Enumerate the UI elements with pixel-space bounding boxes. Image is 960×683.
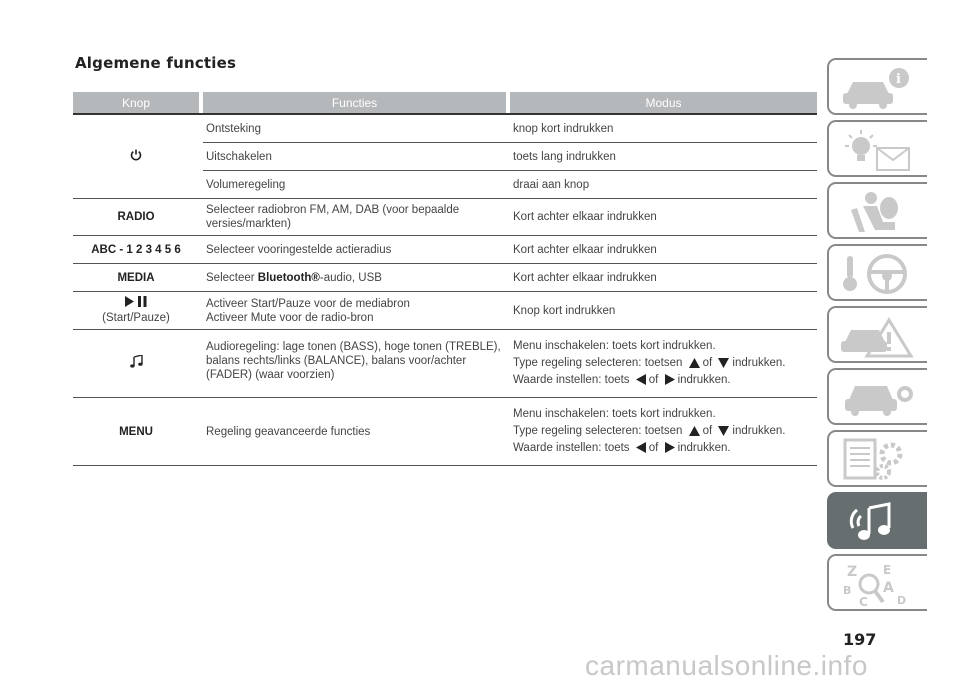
tab-getting-to-know-car[interactable]	[827, 58, 927, 115]
arrow-up-icon	[689, 358, 700, 368]
car-info-icon	[839, 64, 919, 112]
table-row: (Start/Pauze) Activeer Start/Pauze voor de mediabron Activeer Mute voor de radio-bron Knop kort indrukken	[73, 292, 817, 330]
svg-text:E: E	[883, 563, 892, 577]
svg-text:i: i	[896, 72, 901, 87]
tab-warning-lights[interactable]	[827, 120, 927, 177]
emergency-icon	[839, 312, 919, 360]
seat-airbag-icon	[839, 188, 919, 236]
page-number: 197	[843, 630, 877, 649]
car-maintenance-icon	[839, 374, 919, 422]
table-row: RADIO Selecteer radiobron FM, AM, DAB (voor bepaalde versies/markten) Kort achter elkaar indrukken	[73, 199, 817, 236]
chapter-sidebar	[827, 58, 929, 616]
tab-multimedia[interactable]	[827, 492, 927, 549]
svg-text:C: C	[859, 595, 868, 608]
table-row: Volumeregeling draai aan knop	[73, 171, 817, 199]
arrow-right-icon	[665, 374, 675, 385]
table-row: MEDIA Selecteer Bluetooth®-audio, USB Kort achter elkaar indrukken	[73, 264, 817, 292]
svg-text:Z: Z	[847, 564, 858, 580]
warning-light-icon	[839, 126, 919, 174]
arrow-down-icon	[718, 426, 729, 436]
page-title: Algemene functies	[75, 54, 237, 72]
table-row: MENU Regeling geavanceerde functies Menu inschakelen: toets kort indrukken. Type regeling selecteren: toetsen of indrukken. Waarde instellen: toets of indrukken.	[73, 398, 817, 466]
tab-starting-driving[interactable]	[827, 244, 927, 301]
watermark: carmanualsonline.info	[585, 650, 868, 681]
header-knop: Knop	[73, 92, 199, 114]
svg-text:A: A	[883, 580, 894, 596]
svg-text:B: B	[843, 584, 852, 597]
table-row: Audioregeling: lage tonen (BASS), hoge tonen (TREBLE), balans rechts/links (BALANCE), balans voor/achter (FADER) (waar voorzien) Menu inschakelen: toets kort indrukken. Type regeling selecteren: toetsen of indrukken. Waarde instellen: toets of indrukken.	[73, 330, 817, 398]
multimedia-icon	[839, 498, 919, 546]
header-modus: Modus	[510, 92, 817, 114]
technical-data-icon	[839, 436, 919, 484]
functions-table	[73, 92, 817, 466]
tab-technical-data[interactable]	[827, 430, 927, 487]
table-row: ABC - 1 2 3 4 5 6 Selecteer vooringestelde actieradius Kort achter elkaar indrukken	[73, 236, 817, 264]
svg-text:D: D	[897, 594, 907, 607]
header-functies: Functies	[203, 92, 506, 114]
arrow-up-icon	[689, 426, 700, 436]
arrow-left-icon	[636, 374, 646, 385]
arrow-left-icon	[636, 442, 646, 453]
tab-index[interactable]	[827, 554, 927, 611]
tab-maintenance[interactable]	[827, 368, 927, 425]
music-note-icon	[130, 355, 143, 368]
arrow-down-icon	[718, 358, 729, 368]
alphabetical-index-icon	[839, 560, 919, 608]
table-row: Ontsteking knop kort indrukken	[73, 114, 817, 143]
power-button-cell	[73, 114, 199, 199]
table-row: Uitschakelen toets lang indrukken	[73, 143, 817, 171]
tab-safety[interactable]	[827, 182, 927, 239]
arrow-right-icon	[665, 442, 675, 453]
play-pause-icon	[124, 296, 148, 307]
power-icon	[130, 149, 142, 161]
tab-emergency[interactable]	[827, 306, 927, 363]
steering-wheel-icon	[839, 250, 919, 298]
